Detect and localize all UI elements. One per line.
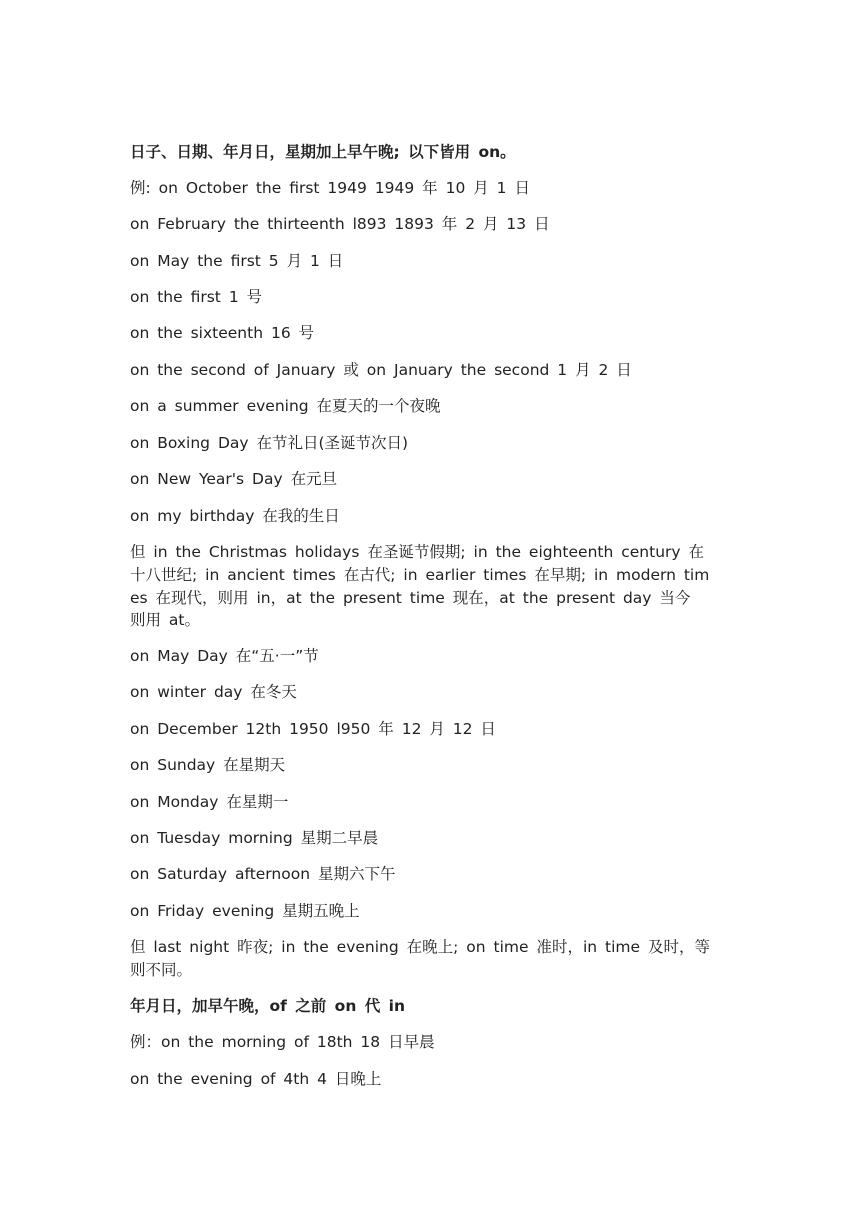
exception-note-line: 但 last night 昨夜; in the evening 在晚上; on time 准时，in time 及时，等 (130, 938, 710, 956)
section-heading-of-rule: 年月日，加早午晚，of 之前 on 代 in (130, 997, 406, 1015)
example-line: on a summer evening 在夏天的一个夜晚 (130, 397, 441, 415)
example-line: on Saturday afternoon 星期六下午 (130, 865, 396, 883)
exception-note-line: 则不同。 (130, 961, 193, 979)
example-line: on Boxing Day 在节礼日(圣诞节次日) (130, 434, 409, 452)
example-line: on Tuesday morning 星期二早晨 (130, 829, 379, 847)
example-line: on New Year's Day 在元旦 (130, 470, 338, 488)
example-line: on the second of January 或 on January the second 1 月 2 日 (130, 361, 632, 379)
section-heading-on-days: 日子、日期、年月日，星期加上早午晚; 以下皆用 on。 (130, 143, 516, 161)
example-line: on my birthday 在我的生日 (130, 507, 340, 525)
exception-note-line: 则用 at。 (130, 611, 201, 629)
example-line: 例：on the morning of 18th 18 日早晨 (130, 1033, 435, 1051)
example-line: on Friday evening 星期五晚上 (130, 902, 360, 920)
example-line: on the first 1 号 (130, 288, 263, 306)
example-line: on Monday 在星期一 (130, 793, 289, 811)
example-line: on February the thirteenth l893 1893 年 2 月 13 日 (130, 215, 550, 233)
example-line: on May the first 5 月 1 日 (130, 252, 344, 270)
exception-note-line: es 在现代，则用 in，at the present time 现在，at the present day 当今 (130, 589, 691, 607)
example-line: 例: on October the first 1949 1949 年 10 月 1 日 (130, 179, 530, 197)
example-line: on the evening of 4th 4 日晚上 (130, 1070, 382, 1088)
example-line: on Sunday 在星期天 (130, 756, 286, 774)
exception-note-line: 十八世纪; in ancient times 在古代; in earlier times 在早期; in modern tim (130, 566, 710, 584)
example-line: on December 12th 1950 l950 年 12 月 12 日 (130, 720, 496, 738)
example-line: on the sixteenth 16 号 (130, 324, 315, 342)
example-line: on winter day 在冬天 (130, 683, 297, 701)
exception-note-line: 但 in the Christmas holidays 在圣诞节假期; in the eighteenth century 在 (130, 543, 704, 561)
example-line: on May Day 在“五·一”节 (130, 647, 319, 665)
